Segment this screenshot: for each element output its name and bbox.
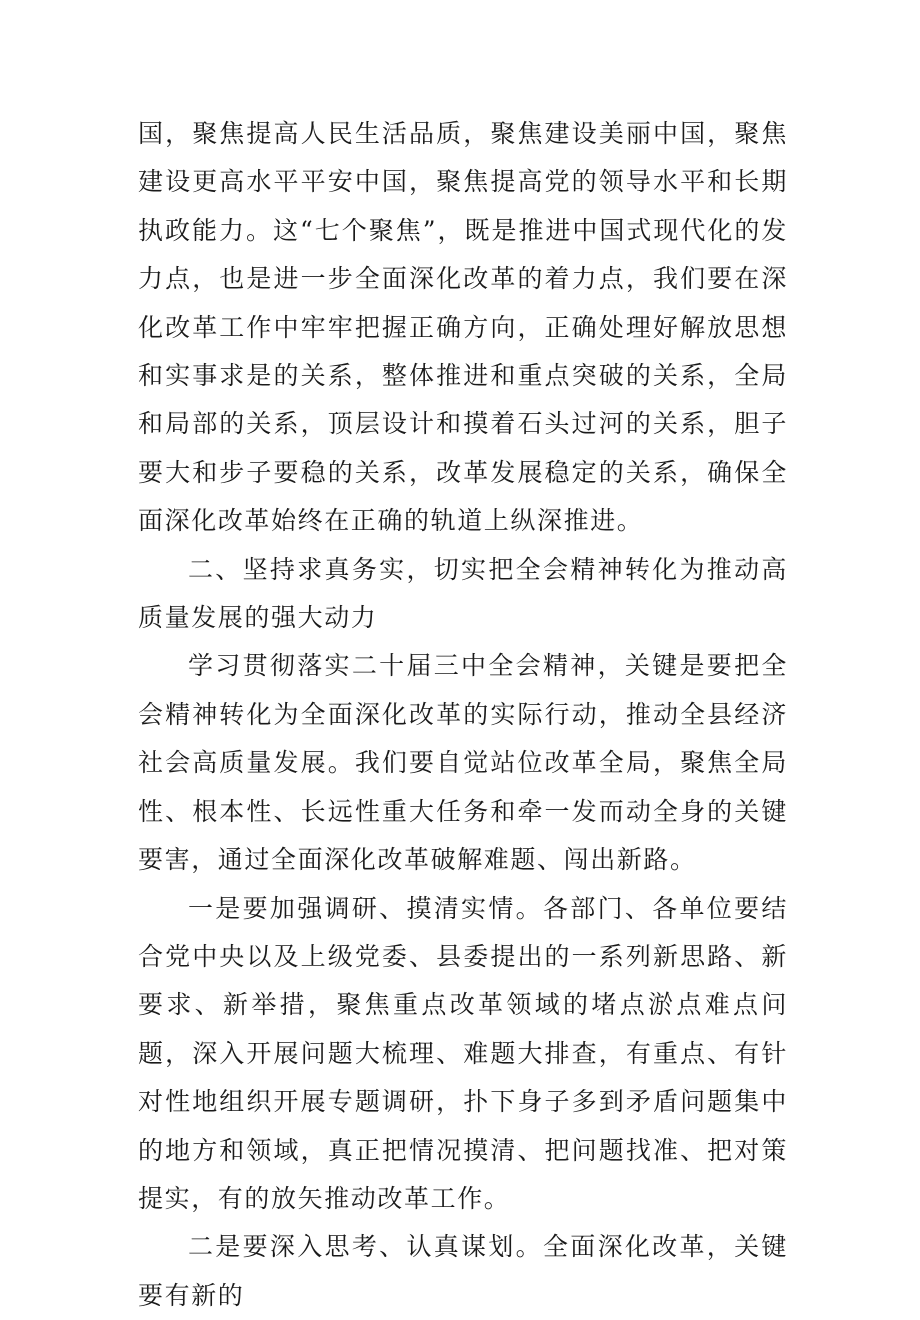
paragraph: 学习贯彻落实二十届三中全会精神，关键是要把全会精神转化为全面深化改革的实际行动，推动全县经济社会高质量发展。我们要自觉站位改革全局，聚焦全局性、根本性、长远性重大任务和牵一发而动全身的关键要害，通过全面深化改革破解难题、闯出新路。: [138, 651, 788, 875]
section-heading: 二、坚持求真务实，切实把全会精神转化为推动高质量发展的强大动力: [138, 554, 788, 633]
paragraph: 二是要深入思考、认真谋划。全面深化改革，关键要有新的: [138, 1232, 788, 1310]
paragraph: 一是要加强调研、摸清实情。各部门、各单位要结合党中央以及上级党委、县委提出的一系列新思路、新要求、新举措，聚焦重点改革领域的堵点淤点难点问题，深入开展问题大梳理、难题大排查，有重点、有针对性地组织开展专题调研，扑下身子多到矛盾问题集中的地方和领域，真正把情况摸清、把问题找准、把对策提实，有的放矢推动改革工作。: [138, 893, 788, 1213]
paragraph-continuation: 国，聚焦提高人民生活品质，聚焦建设美丽中国，聚焦建设更高水平平安中国，聚焦提高党的领导水平和长期执政能力。这“七个聚焦”，既是推进中国式现代化的发力点，也是进一步全面深化改革的着力点，我们要在深化改革工作中牢牢把握正确方向，正确处理好解放思想和实事求是的关系，整体推进和重点突破的关系，全局和局部的关系，顶层设计和摸着石头过河的关系，胆子要大和步子要稳的关系，改革发展稳定的关系，确保全面深化改革始终在正确的轨道上纵深推进。: [138, 119, 788, 536]
document-body: [138, 110, 788, 1320]
